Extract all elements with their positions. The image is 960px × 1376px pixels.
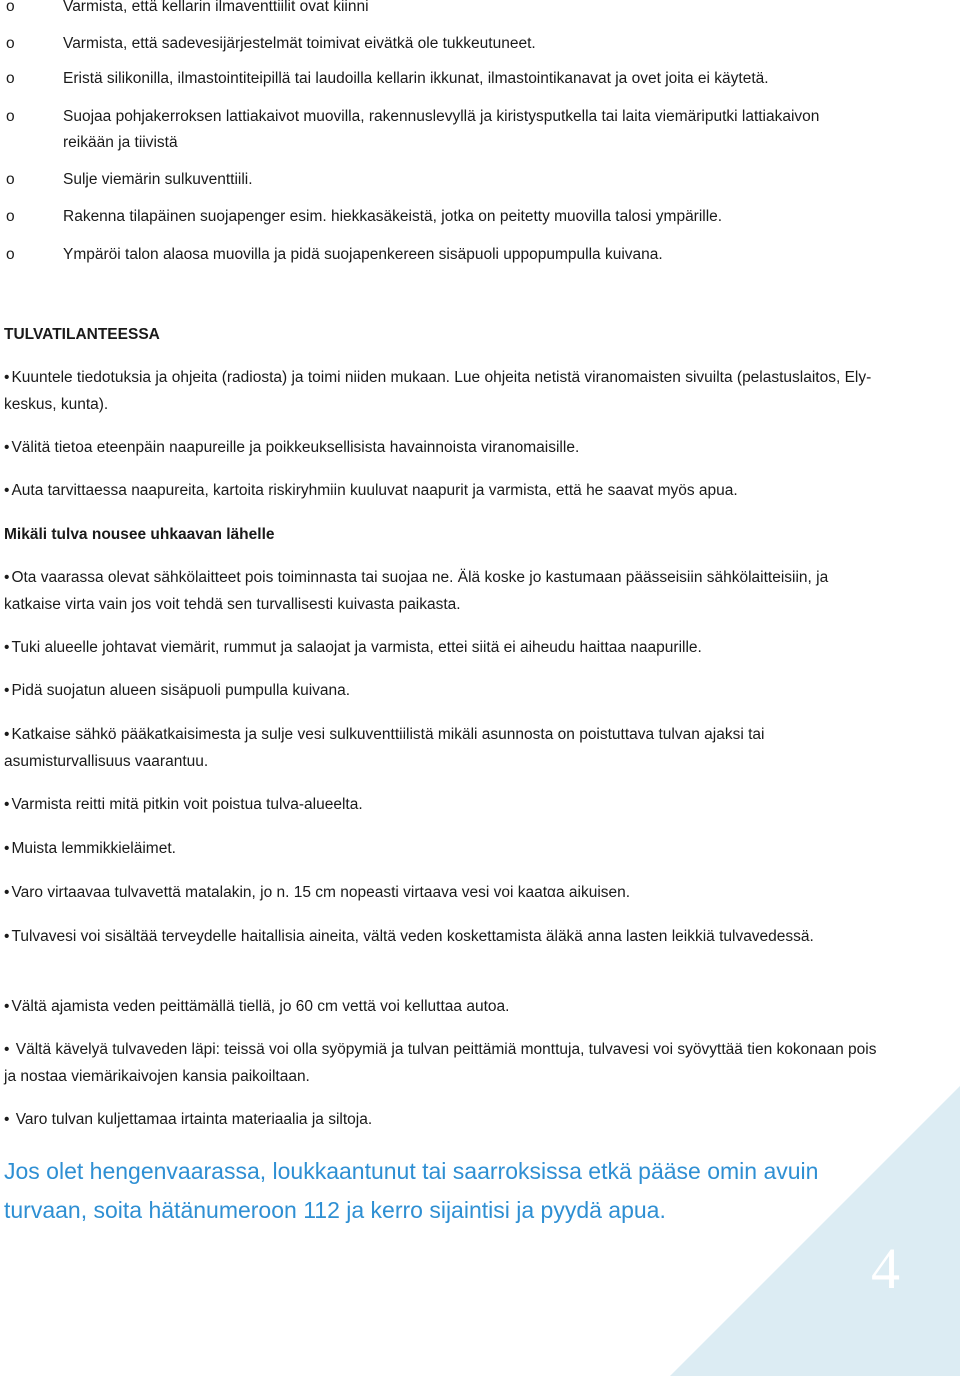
bullet-item: • Välitä tietoa eteenpäin naapureille ja poikkeuksellisista havainnoista viranomaisille. — [4, 435, 884, 462]
sub-list-marker: o — [6, 208, 15, 225]
bullet-item: • Tuki alueelle johtavat viemärit, rummut ja salaojat ja varmista, ettei siitä ei aiheudu haittaa naapurille. — [4, 635, 884, 662]
page-number: 4 — [871, 1236, 900, 1301]
sub-list-marker: o — [6, 70, 15, 87]
bullet-item: • Vältä kävelyä tulvaveden läpi: teissä voi olla syöpymiä ja tulvan peittämiä monttuja, tulvavesi voi syövyttää tien kokonaan pois ja nostaa viemärikaivojen kansia paikoiltaan. — [4, 1037, 884, 1090]
sub-list-text: Eristä silikonilla, ilmastointiteipillä tai laudoilla kellarin ikkunat, ilmastointikanavat ja ovet joita ei käytetä. — [63, 70, 769, 87]
bullet-item: • Varo virtaavaa tulvavettä matalakin, jo n. 15 cm nopeasti virtaava vesi voi kaatαa aikuisen. — [4, 880, 884, 907]
sub-list-marker: o — [6, 246, 15, 263]
bullet-item: • Muista lemmikkieläimet. — [4, 836, 884, 863]
bullet-item: • Kuuntele tiedotuksia ja ohjeita (radiosta) ja toimi niiden mukaan. Lue ohjeita netistä viranomaisten sivuilta (pelastuslaitos, Ely-keskus, kunta). — [4, 365, 884, 418]
sub-list-marker: o — [6, 108, 15, 125]
bullet-item: • Ota vaarassa olevat sähkölaitteet pois toiminnasta tai suojaa ne. Älä koske jo kastumaan päässeisiin sähkölaitteisiin, ja katkaise virta vain jos voit tehdä sen turvallisesti kuivasta paikasta. — [4, 565, 884, 618]
bullet-item: • Katkaise sähkö pääkatkaisimesta ja sulje vesi sulkuventtiilistä mikäli asunnosta on poistuttava tulvan ajaksi tai asumisturvallisuus vaarantuu. — [4, 722, 884, 775]
bullet-item: • Vältä ajamista veden peittämällä tiellä, jo 60 cm vettä voi kelluttaa autoa. — [4, 994, 884, 1021]
sub-list-marker: o — [6, 35, 15, 52]
sub-list-marker: o — [6, 0, 15, 15]
bullet-item: • Tulvavesi voi sisältää terveydelle haitallisia aineita, vältä veden koskettamista äläkä anna lasten leikkiä tulvavedessä. — [4, 924, 884, 951]
sub-list-text: Varmista, että kellarin ilmaventtiilit ovat kiinni — [63, 0, 369, 15]
section-heading: TULVATILANTEESSA — [4, 326, 160, 343]
bullet-item: • Varmista reitti mitä pitkin voit poistua tulva-alueelta. — [4, 792, 884, 819]
sub-list-text: Varmista, että sadevesijärjestelmät toimivat eivätkä ole tukkeutuneet. — [63, 35, 536, 52]
sub-list-text: Ympäröi talon alaosa muovilla ja pidä suojapenkereen sisäpuoli uppopumpulla kuivana. — [63, 246, 663, 263]
sub-list-text: Suojaa pohjakerroksen lattiakaivot muovilla, rakennuslevyllä ja kiristysputkella tai laita viemäriputki lattiakaivon reikään ja tiivistä — [63, 108, 820, 151]
bullet-item: • Pidä suojatun alueen sisäpuoli pumpulla kuivana. — [4, 678, 884, 705]
bullet-item: • Auta tarvittaessa naapureita, kartoita riskiryhmiin kuuluvat naapurit ja varmista, että he saavat myös apua. — [4, 478, 884, 505]
sub-list-text: Rakenna tilapäinen suojapenger esim. hiekkasäkeistä, jotka on peitetty muovilla talosi ympärille. — [63, 208, 723, 225]
section-heading: Mikäli tulva nousee uhkaavan lähelle — [4, 526, 275, 543]
bullet-item: • Varo tulvan kuljettamaa irtainta materiaalia ja siltoja. — [4, 1107, 884, 1134]
sub-list-marker: o — [6, 171, 15, 188]
emergency-note: Jos olet hengenvaarassa, loukkaantunut tai saarroksissa etkä pääse omin avuin turvaan, soita hätänumeroon 112 ja kerro sijaintisi ja pyydä apua. — [4, 1158, 819, 1223]
sub-list-text: Sulje viemärin sulkuventtiili. — [63, 171, 253, 188]
